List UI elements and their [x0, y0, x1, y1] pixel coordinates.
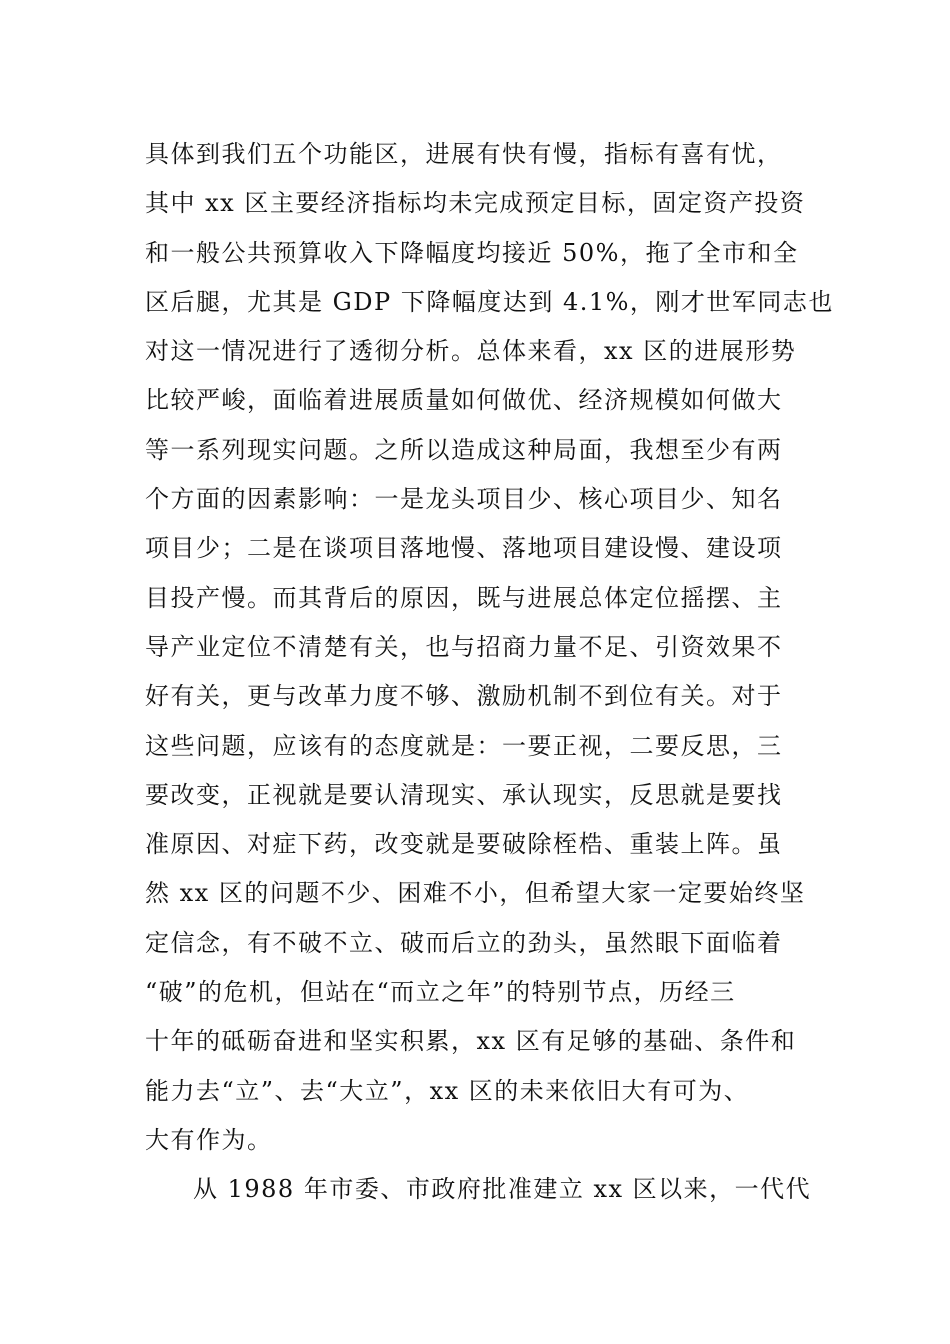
text-line: “破”的危机，但站在“而立之年”的特别节点，历经三 — [145, 978, 736, 1007]
text-line: 个方面的因素影响：一是龙头项目少、核心项目少、知名 — [145, 485, 783, 514]
text-line: 目投产慢。而其背后的原因，既与进展总体定位摇摆、主 — [145, 583, 783, 612]
text-line: 具体到我们五个功能区，进展有快有慢，指标有喜有忧， — [145, 140, 783, 168]
text-line: 和一般公共预算收入下降幅度均接近 50%，拖了全市和全 — [145, 238, 799, 267]
text-line: 这些问题，应该有的态度就是：一要正视，二要反思，三 — [145, 731, 783, 760]
text-line: 要改变，正视就是要认清现实、承认现实，反思就是要找 — [145, 780, 783, 809]
paragraph-start-line: 从 1988 年市委、市政府批准建立 xx 区以来，一代代 — [193, 1175, 812, 1204]
text-line: 大有作为。 — [145, 1125, 273, 1154]
text-line: 十年的砥砺奋进和坚实积累，xx 区有足够的基础、条件和 — [145, 1027, 797, 1056]
text-line: 然 xx 区的问题不少、困难不小，但希望大家一定要始终坚 — [145, 879, 806, 908]
text-line: 项目少；二是在谈项目落地慢、落地项目建设慢、建设项 — [145, 534, 783, 563]
text-line: 定信念，有不破不立、破而后立的劲头，虽然眼下面临着 — [145, 928, 783, 957]
text-line: 能力去“立”、去“大立”，xx 区的未来依旧大有可为、 — [145, 1076, 750, 1105]
text-line: 其中 xx 区主要经济指标均未完成预定目标，固定资产投资 — [145, 189, 806, 218]
text-line: 比较严峻，面临着进展质量如何做优、经济规模如何做大 — [145, 386, 783, 415]
text-line: 准原因、对症下药，改变就是要破除桎梏、重装上阵。虽 — [145, 830, 783, 859]
body-text — [145, 130, 834, 1215]
text-line: 等一系列现实问题。之所以造成这种局面，我想至少有两 — [145, 435, 783, 464]
text-line: 对这一情况进行了透彻分析。总体来看，xx 区的进展形势 — [145, 337, 797, 366]
text-line: 导产业定位不清楚有关，也与招商力量不足、引资效果不 — [145, 632, 783, 661]
text-line: 区后腿，尤其是 GDP 下降幅度达到 4.1%，刚才世军同志也 — [145, 287, 834, 316]
text-line: 好有关，更与改革力度不够、激励机制不到位有关。对于 — [145, 682, 783, 711]
